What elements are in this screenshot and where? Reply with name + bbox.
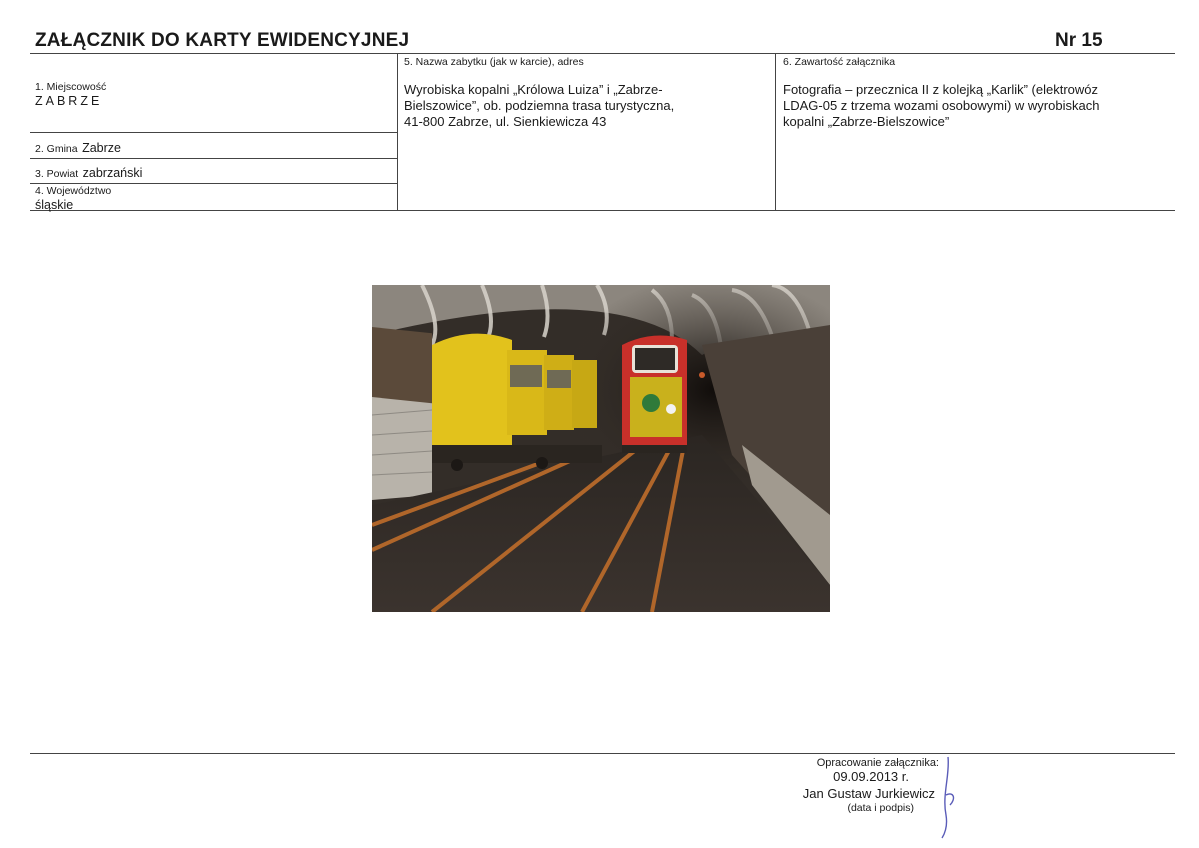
zawartosc-line: kopalni „Zabrze-Bielszowice” — [783, 114, 950, 129]
table-bottom-divider — [30, 210, 1175, 211]
header-divider — [30, 53, 1175, 54]
wojewodztwo-value: śląskie — [35, 198, 74, 212]
powiat-field — [35, 164, 142, 182]
gmina-value: Zabrze — [82, 141, 121, 155]
row-divider-powiat — [30, 158, 397, 159]
prepared-author: Jan Gustaw Jurkiewicz — [802, 786, 935, 801]
sign-caption: (data i podpis) — [847, 802, 914, 814]
column-divider-2 — [775, 53, 776, 211]
gmina-label: 2. Gmina — [35, 143, 78, 155]
nazwa-line: Bielszowice”, ob. podziemna trasa turystyczna, — [404, 98, 675, 113]
row-divider-gmina — [30, 132, 397, 133]
attachment-number: Nr 15 — [1055, 30, 1103, 51]
document-title: ZAŁĄCZNIK DO KARTY EWIDENCYJNEJ — [35, 30, 410, 51]
gmina-field — [35, 139, 121, 157]
miejscowosc-value: ZABRZE — [35, 94, 103, 108]
column-divider-1 — [397, 53, 398, 211]
wojewodztwo-label: 4. Województwo — [35, 185, 112, 197]
prepared-date: 09.09.2013 r. — [833, 769, 909, 784]
nazwa-line: 41-800 Zabrze, ul. Sienkiewicza 43 — [404, 114, 607, 129]
mine-tunnel-photo — [372, 285, 830, 612]
row-divider-wojewodztwo — [30, 183, 397, 184]
tunnel-illustration — [372, 285, 830, 612]
zawartosc-label: 6. Zawartość załącznika — [783, 56, 896, 68]
zawartosc-value — [783, 82, 1173, 130]
nazwa-line: Wyrobiska kopalni „Królowa Luiza” i „Zabrze- — [404, 82, 663, 97]
zawartosc-line: LDAG-05 z trzema wozami osobowymi) w wyrobiskach — [783, 98, 1100, 113]
prepared-label: Opracowanie załącznika: — [816, 757, 939, 769]
powiat-label: 3. Powiat — [35, 168, 79, 180]
footer-divider — [30, 753, 1175, 754]
zawartosc-line: Fotografia – przecznica II z kolejką „Karlik” (elektrowóz — [783, 82, 1099, 97]
miejscowosc-label: 1. Miejscowość — [35, 81, 107, 93]
nazwa-label: 5. Nazwa zabytku (jak w karcie), adres — [404, 56, 584, 68]
powiat-value: zabrzański — [82, 166, 143, 180]
nazwa-value — [404, 82, 772, 130]
handwritten-signature — [936, 755, 966, 840]
